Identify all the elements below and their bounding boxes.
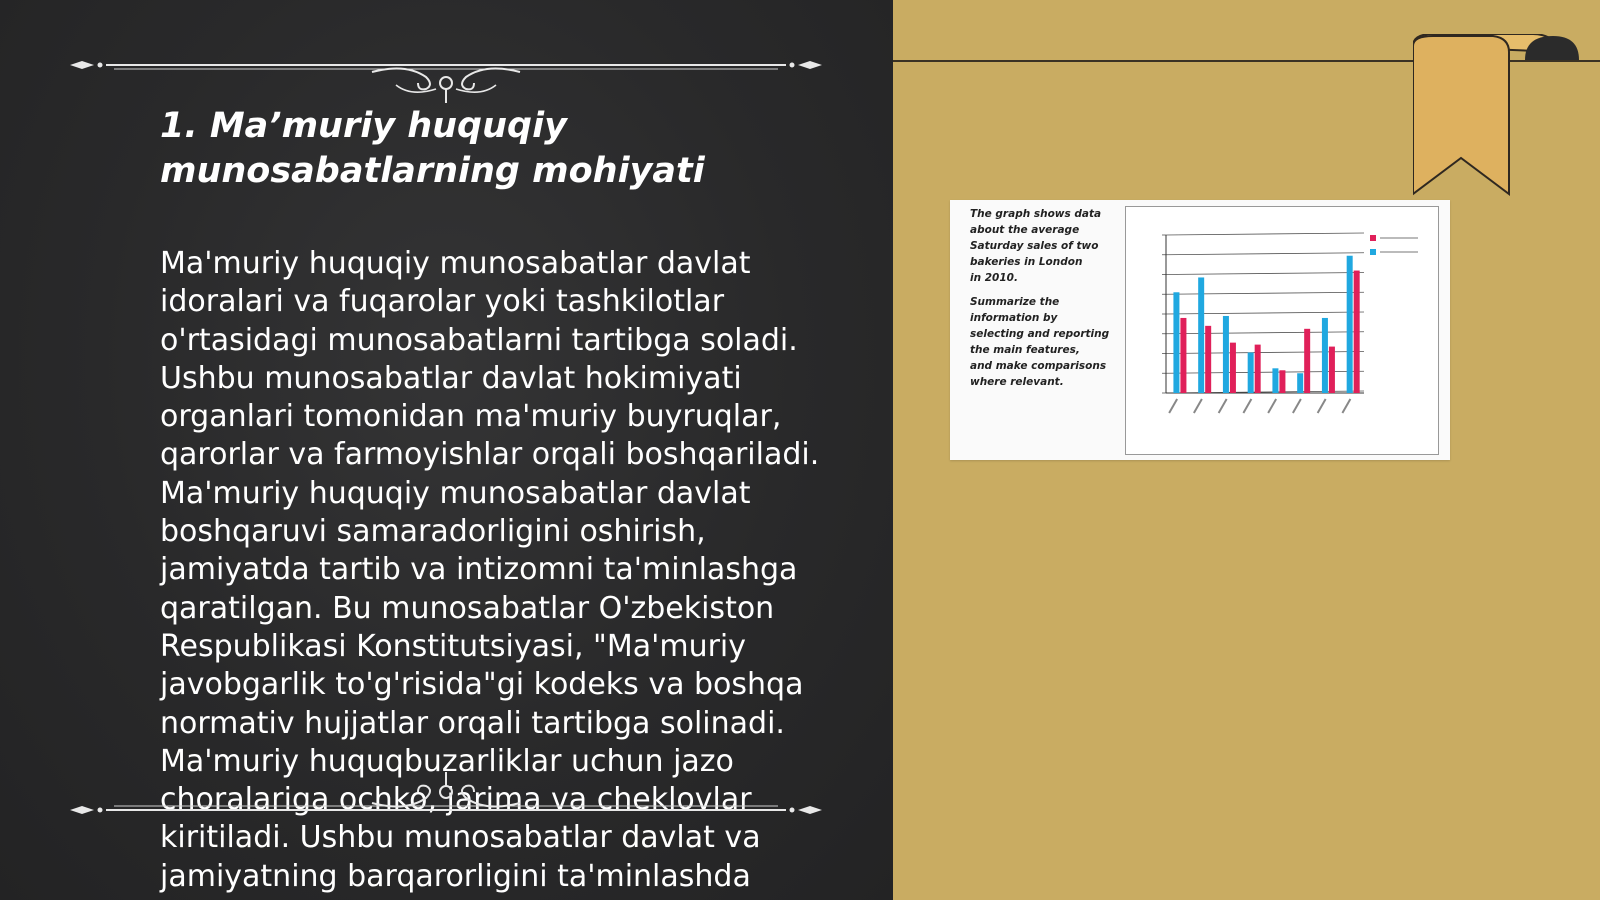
x-tick-label bbox=[1169, 399, 1177, 413]
bar bbox=[1329, 347, 1335, 393]
prompt-line: and make comparisons bbox=[970, 360, 1107, 372]
gridline bbox=[1166, 312, 1364, 314]
x-tick-label bbox=[1342, 399, 1350, 413]
prompt-line: Summarize the bbox=[970, 296, 1060, 308]
bar bbox=[1304, 329, 1310, 393]
legend-swatch bbox=[1370, 249, 1376, 255]
gridline bbox=[1166, 233, 1364, 235]
slide-title: 1. Ma’muriy huquqiy munosabatlarning mohiyati bbox=[160, 106, 705, 191]
prompt-line: Saturday sales of two bbox=[970, 240, 1099, 252]
bar bbox=[1347, 256, 1353, 393]
ornament-top-divider-icon bbox=[66, 45, 826, 105]
prompt-line: bakeries in London bbox=[970, 256, 1083, 268]
bar bbox=[1297, 373, 1303, 393]
bar bbox=[1322, 318, 1328, 393]
chart-frame bbox=[1125, 206, 1439, 455]
prompt-line: where relevant. bbox=[970, 376, 1064, 388]
prompt-paragraph-1 bbox=[970, 206, 1115, 286]
x-tick-label bbox=[1293, 399, 1301, 413]
bar bbox=[1205, 326, 1211, 393]
bar bbox=[1223, 316, 1229, 393]
slide-body-text: Ma'muriy huquqiy munosabatlar davlat idoralari va fuqarolar yoki tashkilotlar o'rtasidagi munosabatlarni tartibga soladi. Ushbu munosabatlar davlat hokimiyati organlari tomonidan ma'muriy buyruqlar, qarorlar va farmoyishlar orqali boshqariladi. Ma'muriy huquqiy munosabatlar davlat boshqaruvi samaradorligini oshirish, jamiyatda tartib va intizomni ta'minlashga qaratilgan. Bu munosabatlar O'zbekiston Respublikasi Konstitutsiyasi, "Ma'muriy javobgarlik to'g'risida"gi kodeks va boshqa normativ hujjatlar orqali tartibga solinadi. Ma'muriy huquqbuzarliklar uchun jazo choralariga ochko, jarima va cheklovlar kiritiladi. Ushbu munosabatlar davlat va jamiyatning barqarorligini ta'minlashda bbox=[160, 246, 820, 894]
prompt-paragraph-2 bbox=[970, 294, 1115, 390]
chart-screenshot bbox=[950, 200, 1450, 460]
gridline bbox=[1166, 332, 1364, 334]
chart-task-text bbox=[970, 206, 1115, 398]
prompt-line: the main features, bbox=[970, 344, 1080, 356]
prompt-line: selecting and reporting bbox=[970, 328, 1110, 340]
bar-chart bbox=[1126, 207, 1438, 454]
bar bbox=[1255, 345, 1261, 393]
bar bbox=[1173, 292, 1179, 393]
bar bbox=[1198, 277, 1204, 393]
bookmark-ribbon-icon bbox=[1413, 34, 1600, 204]
bar bbox=[1248, 353, 1254, 393]
legend-swatch bbox=[1370, 235, 1376, 241]
x-tick-label bbox=[1318, 399, 1326, 413]
x-tick-label bbox=[1243, 399, 1251, 413]
x-tick-label bbox=[1268, 399, 1276, 413]
bar bbox=[1230, 343, 1236, 393]
bar bbox=[1272, 368, 1278, 393]
prompt-line: The graph shows data bbox=[970, 208, 1102, 220]
prompt-line: about the average bbox=[970, 224, 1080, 236]
bar bbox=[1279, 370, 1285, 393]
bar bbox=[1354, 271, 1360, 393]
gridline bbox=[1166, 253, 1364, 255]
prompt-line: information by bbox=[970, 312, 1058, 324]
x-tick-label bbox=[1194, 399, 1202, 413]
bar bbox=[1180, 318, 1186, 393]
gridline bbox=[1166, 273, 1364, 275]
gridline bbox=[1166, 292, 1364, 294]
prompt-line: in 2010. bbox=[970, 272, 1018, 284]
ornament-bottom-divider-icon bbox=[66, 770, 826, 830]
x-tick-label bbox=[1219, 399, 1227, 413]
